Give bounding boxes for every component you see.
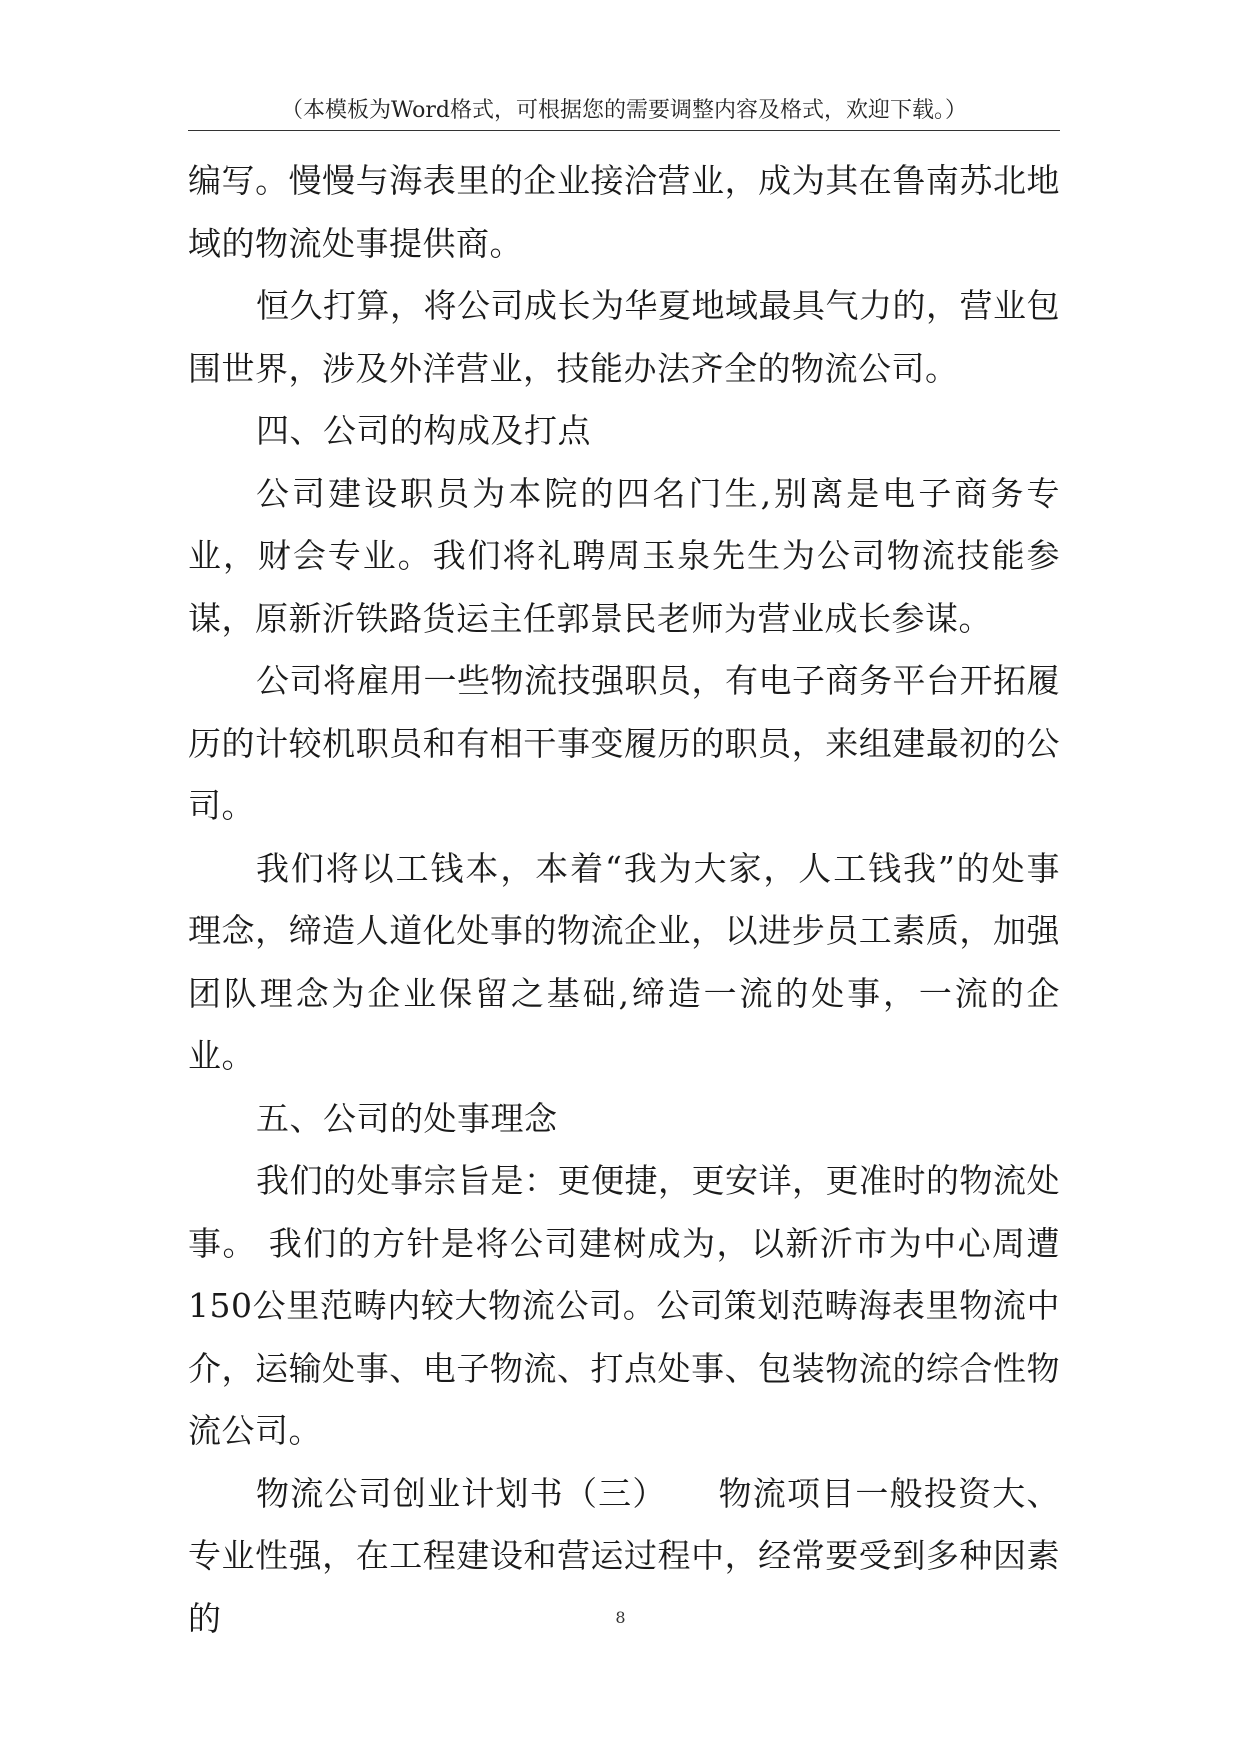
paragraph-2: 恒久打算，将公司成长为华夏地域最具气力的，营业包围世界，涉及外洋营业，技能办法齐全的物流公司。 [188,286,1060,388]
paragraph-7: 物流公司创业计划书（三） 物流项目一般投资大、专业性强，在工程建设和营运过程中，经常要受到多种因素的 [188,1473,1060,1638]
paragraph-3: 公司建设职员为本院的四名门生,别离是电子商务专业，财会专业。我们将礼聘周玉泉先生为公司物流技能参谋，原新沂铁路货运主任郭景民老师为营业成长参谋。 [188,473,1060,638]
section-heading-5: 五、公司的处事理念 [256,1098,558,1138]
paragraph-6: 我们的处事宗旨是：更便捷，更安详，更准时的物流处事。 我们的方针是将公司建树成为，以新沂市为中心周遭150公里范畴内较大物流公司。公司策划范畴海表里物流中介，运输处事、电子物流、打点处事、包装物流的综合性物流公司。 [188,1161,1060,1450]
section-heading-4: 四、公司的构成及打点 [256,411,591,450]
header-divider [188,130,1060,131]
header-note: （本模板为Word格式，可根据您的需要调整内容及格式，欢迎下载。） [281,98,967,123]
page-number: 8 [615,1608,626,1627]
paragraph-4: 公司将雇用一些物流技强职员，有电子商务平台开拓履历的计较机职员和有相干事变履历的职员，来组建最初的公司。 [188,661,1060,825]
document-body [188,150,1060,1650]
paragraph-5: 我们将以工钱本，本着“我为大家，人工钱我”的处事理念，缔造人道化处事的物流企业，以进步员工素质，加强团队理念为企业保留之基础,缔造一流的处事，一流的企业。 [188,848,1060,1075]
paragraph-1: 编写。慢慢与海表里的企业接洽营业，成为其在鲁南苏北地域的物流处事提供商。 [188,161,1060,263]
